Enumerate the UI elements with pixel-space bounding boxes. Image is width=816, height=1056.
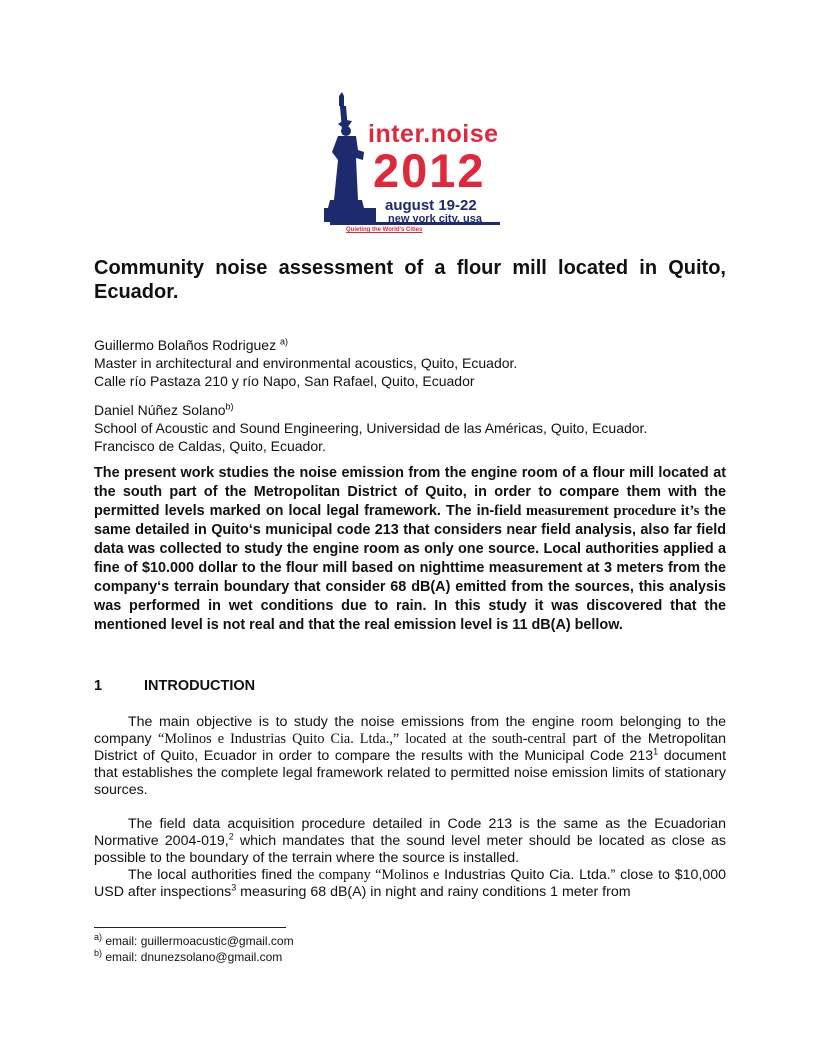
abstract: The present work studies the noise emission from the engine room of a flour mill located at the south part of the Metropolitan District of Quito, in order to compare them with the permitted levels marked on local legal framework. The in-field measurement procedure it’s the same detailed in Quito‘s municipal code 213 that considers near field analysis, also far field data was collected to study the engine room as only one source. Local authorities applied a fine of $10.000 dollar to the flour mill based on nighttime measurement at 3 meters from the company‘s terrain boundary that consider 68 dB(A) emitted from the sources, this analysis was performed in wet conditions due to rain. In this study it was discovered that the mentioned level is not real and that the real emission level is 11 dB(A) bellow. [94, 465, 726, 633]
conference-logo [318, 90, 508, 240]
author-block-1 [94, 336, 734, 390]
abstract-serif-run: field measurement procedure it’s [494, 503, 700, 519]
author-affiliation-2: School of Acoustic and Sound Engineering, Universidad de las Américas, Quito, Ecuador. [94, 420, 648, 436]
author-mark-1: a) [279, 336, 288, 347]
citation-2: 2 [228, 831, 234, 842]
footnote-b: $^{b)}$ email: dnunezsolano@gmail.com [94, 948, 283, 964]
author-affiliation-1: Master in architectural and environmental acoustics, Quito, Ecuador. [94, 355, 518, 371]
intro-paragraph-3: The local authorities fined the company “Molinos e Industrias Quito Cia. Ltda.” close to $10,000 USD after inspections$^3$ measuring 68 dB(A) in night and rainy conditions 1 meter from [94, 867, 726, 900]
section-title: INTRODUCTION [144, 678, 256, 694]
logo-brand: inter.noise [368, 120, 499, 148]
section-number: 1 [94, 678, 103, 694]
author-address-2: Francisco de Caldas, Quito, Ecuador. [94, 438, 326, 454]
author-address-1: Calle río Pastaza 210 y río Napo, San Rafael, Quito, Ecuador [94, 373, 475, 389]
logo-tagline: Quieting the World's Cities [346, 227, 423, 233]
footnote-a: $^{a)}$ email: guillermoacustic@gmail.com [94, 932, 294, 948]
footnote-divider [94, 927, 286, 928]
section-heading [94, 678, 255, 694]
citation-3: 3 [231, 882, 237, 893]
logo-city: new york city, usa [388, 213, 482, 225]
logo-dates: august 19-22 [385, 197, 477, 214]
paper-title: Community noise assessment of a flour mill located in Quito, Ecuador. [94, 257, 726, 303]
logo-year: 2012 [373, 144, 486, 197]
author-name-1: Guillermo Bolaños Rodriguez $^{a)}$ [94, 336, 288, 353]
intro-paragraph-1: The main objective is to study the noise emissions from the engine room belonging to the company “Molinos e Industrias Quito Cia. Ltda.,” located at the south-central part of the Metropolitan District of Quito, Ecuador in order to compare the results with the Municipal Code $213^1$ document that establishes the complete legal framework related to permitted noise emission limits of stationary sources. [94, 714, 727, 798]
author-mark-2: b) [225, 401, 234, 412]
author-name-2: Daniel Núñez Solano$^{b)}$ [94, 401, 234, 418]
citation-1: 1 [653, 746, 659, 757]
author-block-2 [94, 401, 734, 455]
intro-paragraph-2: The field data acquisition procedure detailed in Code 213 is the same as the Ecuadorian Normative 2004-019,$^2$ which mandates that the sound level meter should be located as close as possible to the boundary of the terrain where the source is installed. [94, 816, 726, 866]
